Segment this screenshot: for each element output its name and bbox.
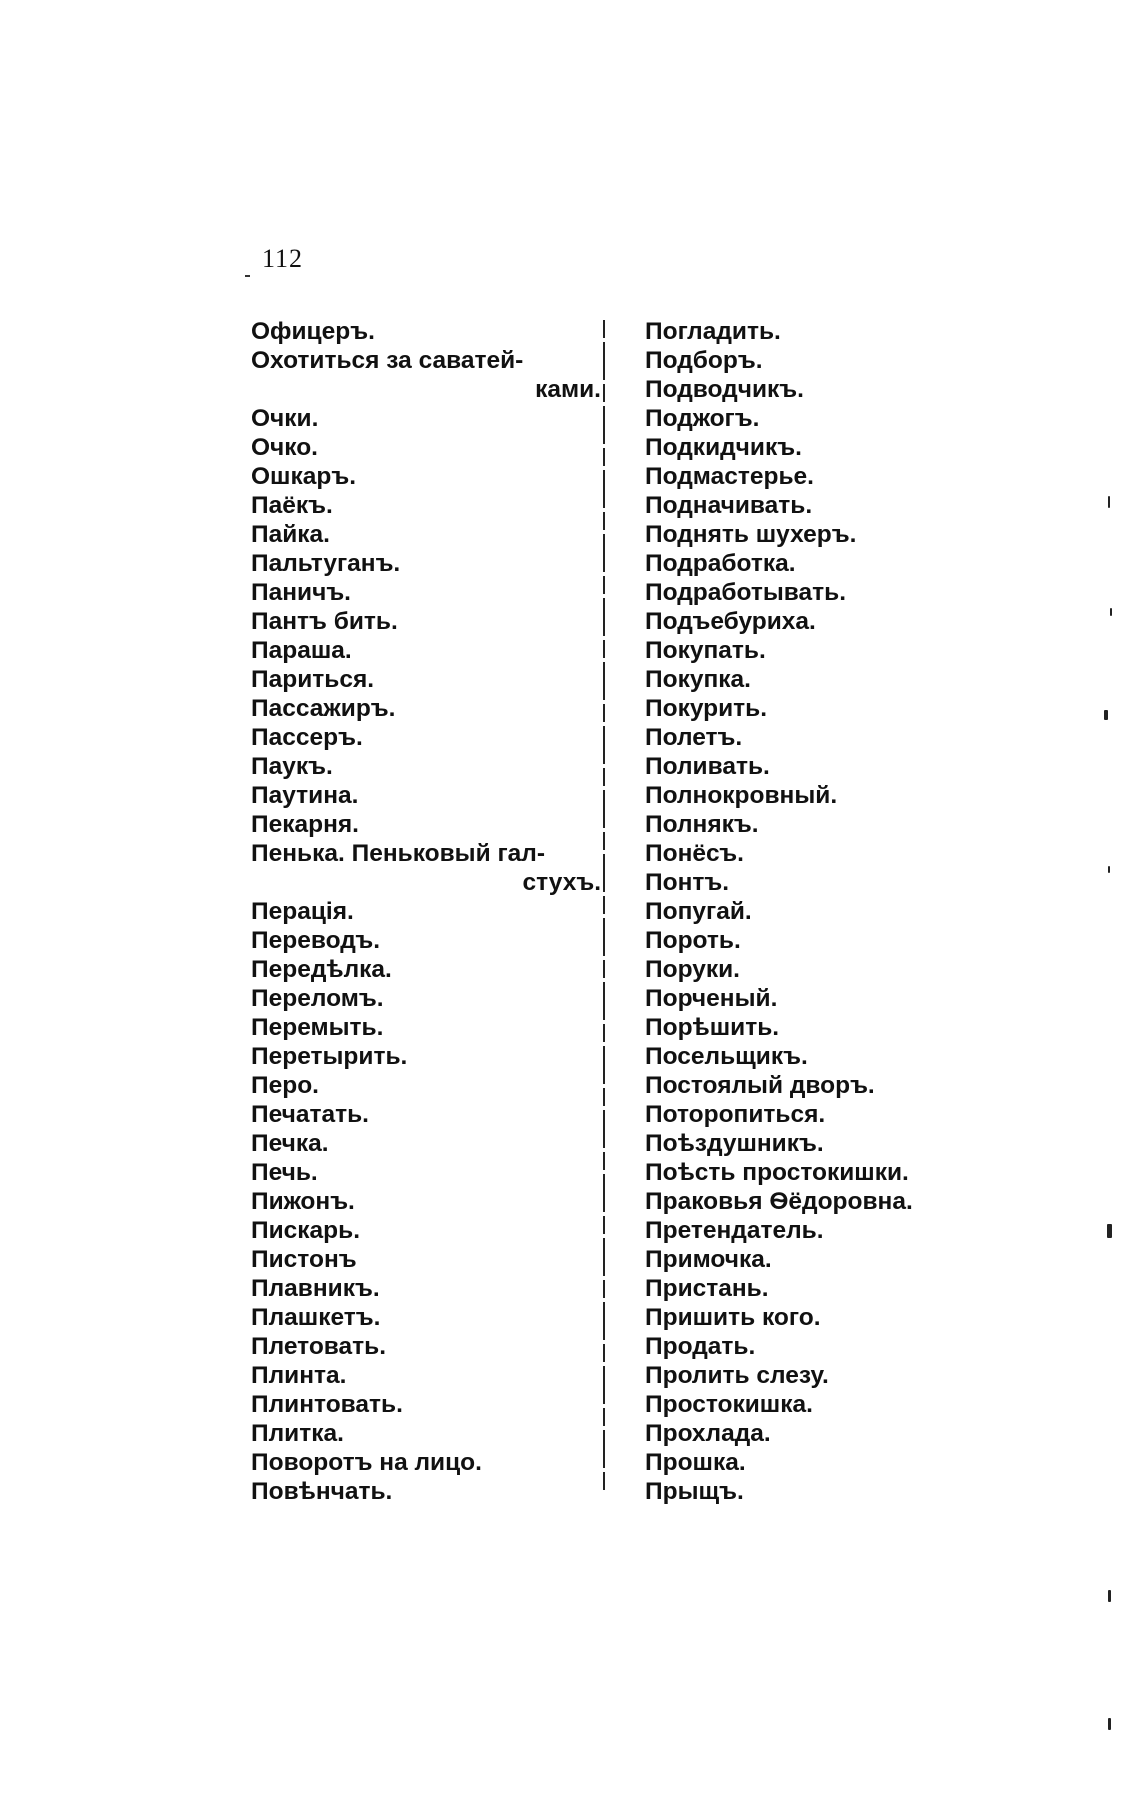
word-entry: Поджогъ. [645, 405, 760, 432]
word-entry: Печатать. [251, 1101, 369, 1128]
word-entry: Параша. [251, 637, 352, 664]
word-entry-continuation: ками. [535, 376, 601, 403]
scan-speck [1107, 1224, 1112, 1238]
word-entry: Продать. [645, 1333, 756, 1360]
word-entry: Поруки. [645, 956, 740, 983]
word-entry: Прохлада. [645, 1420, 771, 1447]
word-entry-continuation: стухъ. [522, 869, 601, 896]
word-entry: Пайка. [251, 521, 330, 548]
word-entry: Плавникъ. [251, 1275, 380, 1302]
word-entry: Покупка. [645, 666, 751, 693]
scan-speck [1110, 608, 1112, 616]
word-entry: Плинта. [251, 1362, 347, 1389]
word-entry: Очко. [251, 434, 318, 461]
word-entry: Перація. [251, 898, 354, 925]
word-entry: Поднять шухеръ. [645, 521, 857, 548]
word-entry: Пришить кого. [645, 1304, 821, 1331]
word-entry: Печка. [251, 1130, 329, 1157]
word-entry: Претендатель. [645, 1217, 824, 1244]
word-entry: Простокишка. [645, 1391, 813, 1418]
word-entry: Переводъ. [251, 927, 381, 954]
word-entry: Офицеръ. [251, 318, 375, 345]
word-entry: Повѣнчать. [251, 1478, 393, 1505]
scan-speck [1108, 866, 1110, 873]
word-entry: Подъебуриха. [645, 608, 816, 635]
word-entry: Пролить слезу. [645, 1362, 829, 1389]
word-entry: Порѣшить. [645, 1014, 780, 1041]
word-entry: Паёкъ. [251, 492, 333, 519]
word-entry: Пальтуганъ. [251, 550, 401, 577]
word-entry: Паукъ. [251, 753, 333, 780]
page-number-mark [245, 275, 250, 277]
word-entry: Пижонъ. [251, 1188, 355, 1215]
word-entry: Поворотъ на лицо. [251, 1449, 482, 1476]
left-word-column [251, 317, 601, 1506]
word-entry: Подначивать. [645, 492, 813, 519]
word-entry: Подборъ. [645, 347, 763, 374]
word-entry: Пристань. [645, 1275, 769, 1302]
word-entry: Пассажиръ. [251, 695, 396, 722]
word-entry: Печь. [251, 1159, 318, 1186]
word-entry: Плашкетъ. [251, 1304, 381, 1331]
word-entry: Передѣлка. [251, 956, 392, 983]
word-entry: Подводчикъ. [645, 376, 804, 403]
word-entry: Подмастерье. [645, 463, 814, 490]
right-word-column [645, 317, 995, 1506]
word-entry: Пенька. Пеньковый гал- [251, 840, 545, 867]
word-entry: Перемыть. [251, 1014, 384, 1041]
word-entry: Париться. [251, 666, 375, 693]
word-entry: Постоялый дворъ. [645, 1072, 875, 1099]
word-entry: Подработывать. [645, 579, 847, 606]
scan-speck [1108, 1718, 1111, 1730]
word-entry: Плинтовать. [251, 1391, 403, 1418]
word-entry: Понёсъ. [645, 840, 744, 867]
word-entry: Покупать. [645, 637, 766, 664]
word-entry: Плитка. [251, 1420, 344, 1447]
word-entry: Примочка. [645, 1246, 772, 1273]
word-entry: Поторопиться. [645, 1101, 826, 1128]
word-entry: Понтъ. [645, 869, 730, 896]
word-entry: Пекарня. [251, 811, 359, 838]
scan-speck [1108, 496, 1110, 508]
word-entry: Охотиться за саватей- [251, 347, 524, 374]
column-divider [603, 320, 605, 1490]
word-entry: Подработка. [645, 550, 796, 577]
word-entry: Полнякъ. [645, 811, 759, 838]
word-entry: Перо. [251, 1072, 319, 1099]
word-entry: Праковья Ѳёдоровна. [645, 1188, 913, 1215]
word-entry: Полетъ. [645, 724, 743, 751]
word-entry: Очки. [251, 405, 319, 432]
word-entry: Попугай. [645, 898, 752, 925]
page-number: 112 [262, 244, 304, 273]
word-entry: Поѣсть простокишки. [645, 1159, 909, 1186]
word-entry: Перетырить. [251, 1043, 408, 1070]
scan-speck [1104, 710, 1108, 720]
word-entry: Пистонъ [251, 1246, 357, 1273]
word-entry: Пассеръ. [251, 724, 363, 751]
word-entry: Подкидчикъ. [645, 434, 802, 461]
word-entry: Посельщикъ. [645, 1043, 808, 1070]
word-entry: Поливать. [645, 753, 770, 780]
word-entry: Прыщъ. [645, 1478, 744, 1505]
word-entry: Пороть. [645, 927, 741, 954]
word-entry: Паутина. [251, 782, 359, 809]
word-entry: Пискарь. [251, 1217, 361, 1244]
word-entry: Покурить. [645, 695, 768, 722]
word-entry: Ошкаръ. [251, 463, 356, 490]
word-entry: Порченый. [645, 985, 778, 1012]
word-entry: Пантъ бить. [251, 608, 398, 635]
word-entry: Погладить. [645, 318, 781, 345]
word-entry: Прошка. [645, 1449, 746, 1476]
word-entry: Полнокровный. [645, 782, 838, 809]
word-entry: Плетовать. [251, 1333, 387, 1360]
word-entry: Паничъ. [251, 579, 351, 606]
scan-speck [1108, 1590, 1111, 1602]
word-entry: Переломъ. [251, 985, 384, 1012]
word-entry: Поѣздушникъ. [645, 1130, 824, 1157]
